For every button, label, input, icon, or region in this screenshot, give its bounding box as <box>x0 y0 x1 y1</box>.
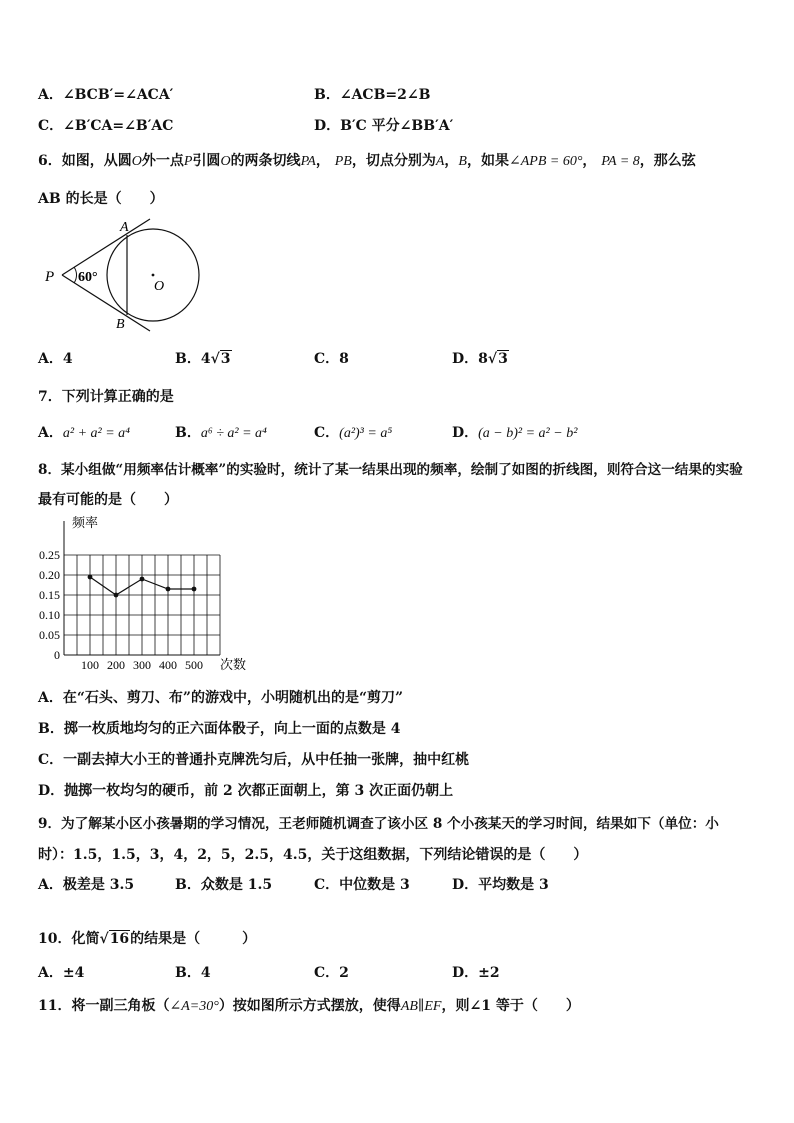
q9-option-a: A．极差是 3.5 <box>38 877 135 893</box>
q8-stem-line2: 最有可能的是（ ） <box>38 492 178 508</box>
chart-y-tick-label: 0.15 <box>39 588 60 602</box>
q10-option-c: C．2 <box>314 965 349 981</box>
q5-option-b: B．∠ACB=2∠B <box>314 87 431 103</box>
q10-stem: 10．化简√16的结果是（ ） <box>38 931 257 947</box>
q8-stem-line1: 8．某小组做“用频率估计概率”的实验时，统计了某一结果出现的频率，绘制了如图的折线图，则符合这一结果的实验 <box>38 462 743 478</box>
fig-angle-label: 60° <box>78 270 98 285</box>
q11-stem: 11．将一副三角板（∠A=30°）按如图所示方式摆放，使得AB∥EF，则∠1 等于（ ） <box>38 998 580 1014</box>
q10-option-a: A．±4 <box>38 965 85 981</box>
chart-data-point <box>192 587 197 592</box>
q6-stem-line2: AB 的长是（ ） <box>38 191 164 207</box>
chart-data-point <box>140 577 145 582</box>
chart-x-tick-label: 500 <box>185 658 203 672</box>
q8-option-c: C．一副去掉大小王的普通扑克牌洗匀后，从中任抽一张牌，抽中红桃 <box>38 752 470 768</box>
chart-data-point <box>114 593 119 598</box>
q9-stem-line2: 时）：1.5，1.5，3，4，2，5，2.5，4.5，关于这组数据，下列结论错误的是（ ） <box>38 847 588 863</box>
chart-x-tick-label: 400 <box>159 658 177 672</box>
chart-y-tick-label: 0.20 <box>39 568 60 582</box>
q9-option-c: C．中位数是 3 <box>314 877 410 893</box>
q9-stem-line1: 9．为了解某小区小孩暑期的学习情况，王老师随机调查了该小区 8 个小孩某天的学习时间，结果如下（单位：小 <box>38 816 719 832</box>
fig-label-b: B <box>116 317 125 332</box>
chart-data-point <box>166 587 171 592</box>
q7-option-a: A．a² + a² = a⁴ <box>38 425 131 441</box>
chart-y-tick-label: 0 <box>54 648 60 662</box>
fig-label-p: P <box>45 269 55 285</box>
q7-stem: 7．下列计算正确的是 <box>38 389 174 405</box>
q5-option-a: A．∠BCB′=∠ACA′ <box>38 87 174 103</box>
q7-option-c: C．(a²)³ = a⁵ <box>314 425 393 441</box>
chart-data-point <box>88 575 93 580</box>
q8-option-d: D．抛掷一枚均匀的硬币，前 2 次都正面朝上，第 3 次正面仍朝上 <box>38 783 454 799</box>
chart-y-tick-label: 0.10 <box>39 608 60 622</box>
q6-option-a: A．4 <box>38 351 73 367</box>
q10-option-b: B．4 <box>175 965 211 981</box>
q5-option-d: D．B′C 平分∠BB′A′ <box>314 118 454 134</box>
q9-option-b: B．众数是 1.5 <box>175 877 273 893</box>
chart-x-tick-label: 100 <box>81 658 99 672</box>
q6-option-d: D．8√3 <box>452 351 508 367</box>
q7-option-b: B．a⁶ ÷ a² = a⁴ <box>175 425 267 441</box>
fig-label-o: O <box>154 279 165 294</box>
q5-option-c: C．∠B′CA=∠B′AC <box>38 118 174 134</box>
q10-option-d: D．±2 <box>452 965 500 981</box>
q6-stem-line1: 6．如图，从圆O外一点P引圆O的两条切线PA， PB，切点分别为A，B，如果∠APB = 60°， PA = 8，那么弦 <box>38 153 696 169</box>
q9-option-d: D．平均数是 3 <box>452 877 549 893</box>
q6-figure-circle-tangents <box>40 215 210 335</box>
frequency-line-chart <box>28 513 258 675</box>
q8-option-a: A．在“石头、剪刀、布”的游戏中，小明随机出的是“剪刀” <box>38 690 404 706</box>
q6-option-b: B．4√3 <box>175 351 231 367</box>
chart-x-tick-label: 300 <box>133 658 151 672</box>
q7-option-d: D．(a − b)² = a² − b² <box>452 425 578 441</box>
fig-label-a: A <box>120 220 129 235</box>
chart-y-tick-label: 0.25 <box>39 548 60 562</box>
chart-y-tick-label: 0.05 <box>39 628 60 642</box>
q8-option-b: B．掷一枚质地均匀的正六面体骰子，向上一面的点数是 4 <box>38 721 401 737</box>
q6-option-c: C．8 <box>314 351 349 367</box>
chart-xlabel: 次数 <box>220 658 247 673</box>
chart-x-tick-label: 200 <box>107 658 125 672</box>
chart-ylabel: 频率 <box>72 516 99 531</box>
